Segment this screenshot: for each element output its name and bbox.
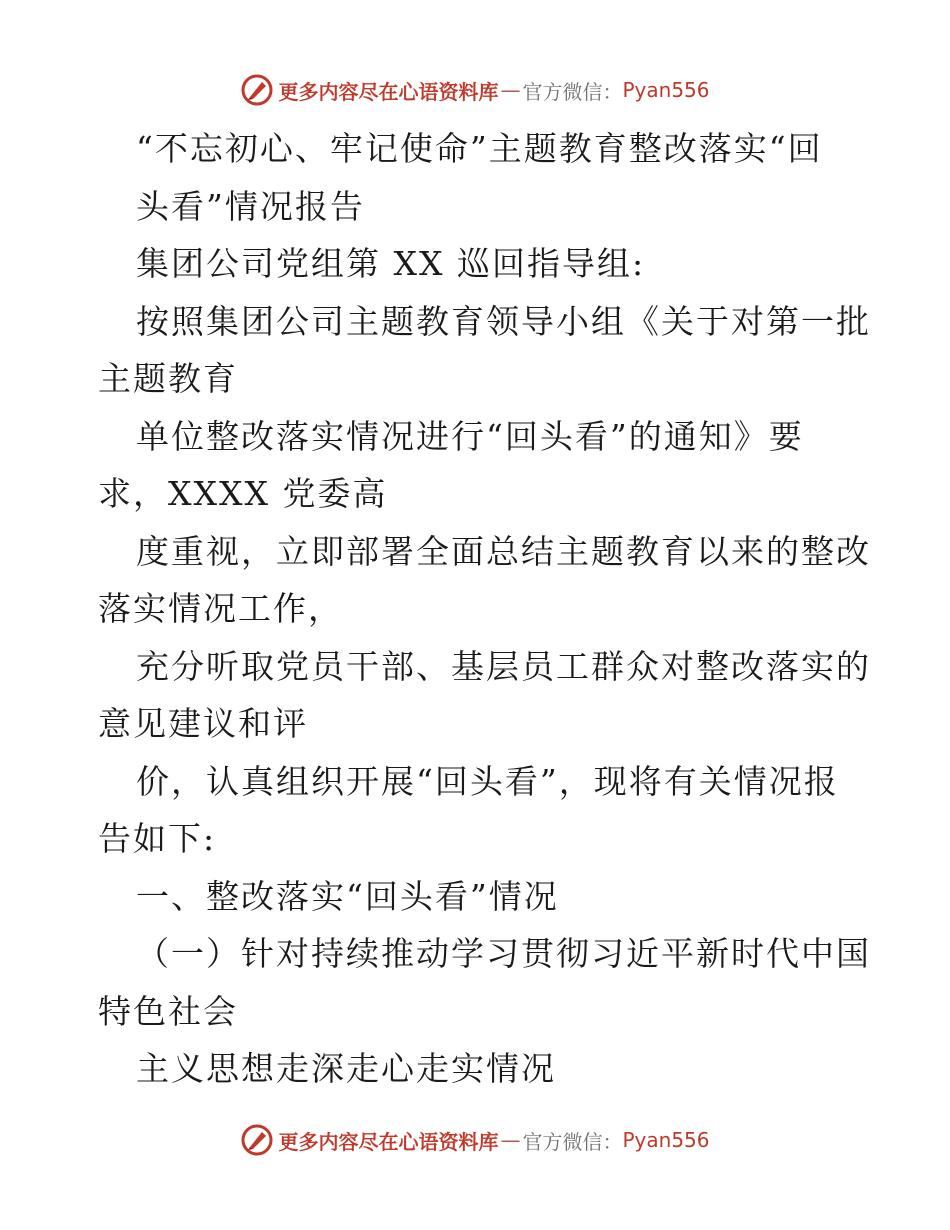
document-line: 主题教育: [98, 359, 238, 398]
banner-separator: —: [500, 78, 521, 102]
document-line: 一、整改落实“回头看”情况: [136, 876, 559, 916]
banner-title: 更多内容尽在心语资料库: [278, 1129, 499, 1154]
document-line: 意见建议和评: [98, 704, 308, 743]
document-line: 特色社会: [98, 991, 238, 1031]
pen-nib-logo-icon: [240, 73, 274, 107]
document-line: 单位整改落实情况进行“回头看”的通知》要: [136, 416, 804, 456]
header-banner: [0, 70, 950, 110]
document-line: 集团公司党组第 XX 巡回指导组:: [136, 244, 646, 283]
document-line: 按照集团公司主题教育领导小组《关于对第一批: [136, 301, 871, 341]
document-body: [98, 120, 871, 1098]
document-line: 落实情况工作，: [98, 589, 343, 628]
footer-banner: [0, 1120, 950, 1160]
pen-nib-logo-icon: [240, 1123, 274, 1157]
document-line: 头看”情况报告: [136, 186, 365, 226]
document-line: 求，XXXX 党委高: [98, 474, 388, 513]
document-line: 主义思想走深走心走实情况: [136, 1049, 556, 1088]
document-line: 充分听取党员干部、基层员工群众对整改落实的: [136, 646, 871, 686]
document-line: 度重视，立即部署全面总结主题教育以来的整改: [136, 531, 871, 571]
document-line: 价，认真组织开展“回头看”，现将有关情况报: [136, 761, 839, 801]
banner-wechat-id: Pyan556: [622, 1128, 710, 1152]
banner-wechat-label: 官方微信：: [522, 79, 623, 104]
banner-separator: —: [500, 1128, 521, 1152]
banner-wechat-id: Pyan556: [622, 78, 710, 102]
document-line: “不忘初心、牢记使命”主题教育整改落实“回: [136, 129, 823, 168]
document-line: 告如下:: [98, 819, 217, 858]
document-line: （一）针对持续推动学习贯彻习近平新时代中国: [136, 934, 871, 973]
banner-wechat-label: 官方微信：: [522, 1129, 623, 1154]
banner-title: 更多内容尽在心语资料库: [278, 79, 499, 104]
